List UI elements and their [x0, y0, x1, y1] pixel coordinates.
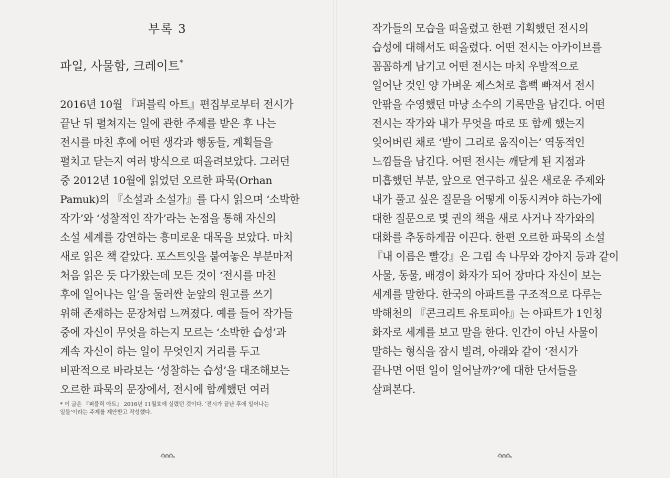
text-line: 잊어버린 채로 ‘발이 그리로 움직이는’ 역동적인 [372, 137, 585, 149]
text-line: Pamuk)의 『소설과 소설가』를 다시 읽으며 ‘소박한 [60, 194, 300, 206]
text-line: 중 2012년 10월에 읽었던 오르한 파묵(Orhan [60, 175, 273, 187]
text-line: 미흡했던 부분, 앞으로 연구하고 싶은 새로운 주제와 [372, 175, 605, 187]
left-body-text [60, 96, 300, 400]
text-line: 습성에 대해서도 떠올렸다. 어떤 전시는 아카이브를 [372, 42, 602, 54]
text-line: 말하는 형식을 잠시 빌려, 아래와 같이 ‘전시가 [372, 346, 578, 358]
right-ornament-icon [497, 450, 513, 458]
text-line: 소설 세계를 강연하는 흥미로운 대목을 보았다. 마치 [60, 232, 293, 244]
text-line: 끝나면 어떤 일이 일어날까?’에 대한 단서들을 [372, 365, 578, 377]
text-line: 사물, 동물, 배경이 화자가 되어 장마다 자신이 보는 [372, 270, 602, 282]
text-line: 작가’와 ‘성찰적인 작가’라는 논점을 통해 자신의 [60, 213, 276, 225]
text-line: 내가 풀고 싶은 질문을 어떻게 이동시켜야 하는가에 [372, 194, 602, 206]
text-line: 세계를 말한다. 한국의 아파트를 구조적으로 다루는 [372, 289, 602, 301]
footnote-line: 일들’이라는 주제를 제안받고 작성했다. [60, 410, 152, 416]
text-line: 전시는 작가와 내가 무엇을 따로 또 함께 했는지 [372, 118, 585, 130]
left-ornament-icon [160, 450, 176, 458]
right-page [335, 0, 670, 478]
text-line: 중에 자신이 무엇을 하는지 모르는 ‘소박한 습성’과 [60, 327, 287, 339]
text-line: 느낌들을 남긴다. 어떤 전시는 깨닫게 된 지점과 [372, 156, 585, 168]
text-line: 처음 읽은 듯 다가왔는데 모든 것이 ‘전시를 마친 [60, 270, 276, 282]
text-line: 비판적으로 바라보는 ‘성찰하는 습성’을 대조해보는 [60, 365, 290, 377]
text-line: 대화를 추동하게끔 이끈다. 한편 오르한 파묵의 소설 [372, 232, 605, 244]
footnote [60, 401, 269, 417]
text-line: 대한 질문으로 몇 권의 책을 새로 사거나 작가와의 [372, 213, 595, 225]
text-line: 일어난 것인 양 가벼운 제스처로 흠뻑 빠져서 전시 [372, 80, 595, 92]
text-line: 새로 읽은 책 같았다. 포스트잇을 붙여놓은 부분마저 [60, 251, 293, 263]
footnote-line: * 이 글은 『퍼블릭 아트』 2016년 11월호에 실렸던 것이다. ‘전시가 끝난 후에 일어나는 [60, 402, 270, 408]
appendix-title: 부록 3 [148, 22, 187, 36]
text-line: 오르한 파묵의 문장에서, 전시에 함께했던 여러 [60, 384, 270, 396]
text-line: 살펴본다. [372, 384, 416, 396]
text-line: 전시를 마친 후에 어떤 생각과 행동들, 계획들을 [60, 137, 273, 149]
text-line: 꼼꼼하게 남기고 어떤 전시는 마치 우발적으로 [372, 61, 579, 73]
text-line: 계속 자신이 하는 일이 무엇인지 거리를 두고 [60, 346, 260, 358]
chapter-title [60, 57, 183, 74]
right-body-text [372, 20, 619, 400]
text-line: 펼치고 닫는지 여러 방식으로 떠올려보았다. 그러던 [60, 156, 290, 168]
text-line: 안팎을 수영했던 마냥 소수의 기록만을 남긴다. 어떤 [372, 99, 605, 111]
text-line: 『내 이름은 빨강』은 그림 속 나무와 강아지 등과 같이 [372, 251, 619, 263]
text-line: 작가들의 모습을 떠올렸고 한편 기획했던 전시의 [372, 23, 589, 35]
text-line: 후에 일어나는 일’을 둘러싼 눈앞의 원고를 쓰기 [60, 289, 273, 301]
text-line: 2016년 10월 『퍼블릭 아트』편집부로부터 전시가 [60, 99, 294, 111]
text-line: 박해천의 『콘크리트 유토피아』는 아파트가 1인칭 [372, 308, 603, 320]
chapter-title-text: 파일, 사물함, 크레이트 [60, 59, 180, 73]
text-line: 화자로 세계를 보고 말을 한다. 인간이 아닌 사물이 [372, 327, 599, 339]
text-line: 끝난 뒤 펼쳐지는 일에 관한 주제를 받은 후 나는 [60, 118, 276, 130]
footnote-mark: * [179, 59, 184, 67]
text-line: 위해 존재하는 문장처럼 느껴졌다. 예를 들어 작가들 [60, 308, 293, 320]
